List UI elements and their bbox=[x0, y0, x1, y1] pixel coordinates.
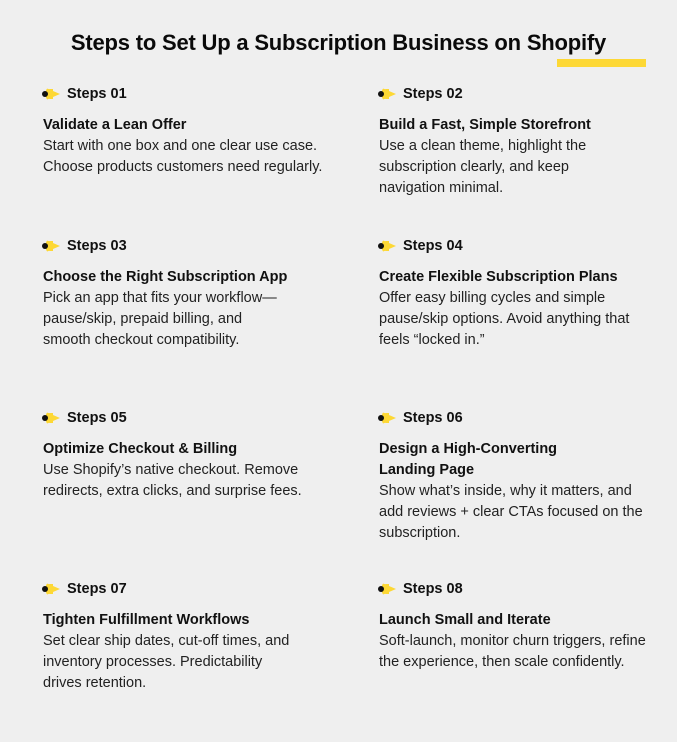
step-description: Pick an app that fits your workflow—pause/skip, prepaid billing, and smooth checkout compatibility. bbox=[43, 290, 277, 348]
step-card-05 bbox=[43, 408, 333, 502]
step-card-01 bbox=[43, 84, 333, 178]
step-title: Optimize Checkout & Billing bbox=[43, 441, 238, 457]
step-label: Steps 01 bbox=[67, 86, 127, 102]
step-label: Steps 06 bbox=[403, 410, 463, 426]
bullet-arrow-icon bbox=[42, 412, 62, 424]
bullet-arrow-icon bbox=[378, 412, 398, 424]
bullet-arrow-icon bbox=[378, 240, 398, 252]
step-description: Offer easy billing cycles and simple pause/skip options. Avoid anything that feels “locked in.” bbox=[379, 290, 630, 348]
step-description: Set clear ship dates, cut-off times, and inventory processes. Predictability drives retention. bbox=[43, 633, 290, 691]
bullet-arrow-icon bbox=[378, 583, 398, 595]
step-label: Steps 03 bbox=[67, 238, 127, 254]
step-description: Show what’s inside, why it matters, and add reviews + clear CTAs focused on the subscription. bbox=[379, 483, 643, 541]
title-highlight-underline bbox=[557, 59, 646, 67]
step-description: Use a clean theme, highlight the subscription clearly, and keep navigation minimal. bbox=[379, 138, 587, 196]
step-label: Steps 08 bbox=[403, 581, 463, 597]
step-title: Tighten Fulfillment Workflows bbox=[43, 612, 250, 628]
title-prefix: Steps to Set Up a Subscription Business on bbox=[70, 30, 527, 55]
step-description: Soft-launch, monitor churn triggers, refine the experience, then scale confidently. bbox=[379, 633, 646, 670]
step-title: Validate a Lean Offer bbox=[43, 117, 187, 133]
page-title bbox=[0, 30, 677, 56]
step-title: Design a High-Converting Landing Page bbox=[379, 441, 558, 478]
bullet-arrow-icon bbox=[378, 88, 398, 100]
step-card-07 bbox=[43, 579, 333, 694]
step-card-04 bbox=[379, 236, 669, 351]
bullet-arrow-icon bbox=[42, 583, 62, 595]
step-title: Create Flexible Subscription Plans bbox=[379, 269, 618, 285]
title-highlight: Shopify bbox=[526, 30, 607, 55]
step-label: Steps 04 bbox=[403, 238, 463, 254]
step-card-03 bbox=[43, 236, 333, 351]
step-label: Steps 07 bbox=[67, 581, 127, 597]
step-title: Choose the Right Subscription App bbox=[43, 269, 288, 285]
step-label: Steps 02 bbox=[403, 86, 463, 102]
bullet-arrow-icon bbox=[42, 88, 62, 100]
step-description: Use Shopify’s native checkout. Remove redirects, extra clicks, and surprise fees. bbox=[43, 462, 302, 499]
step-description: Start with one box and one clear use case. Choose products customers need regularly. bbox=[43, 138, 323, 175]
step-card-08 bbox=[379, 579, 669, 673]
step-card-02 bbox=[379, 84, 669, 199]
step-card-06 bbox=[379, 408, 669, 544]
bullet-arrow-icon bbox=[42, 240, 62, 252]
step-title: Build a Fast, Simple Storefront bbox=[379, 117, 591, 133]
step-label: Steps 05 bbox=[67, 410, 127, 426]
step-title: Launch Small and Iterate bbox=[379, 612, 551, 628]
